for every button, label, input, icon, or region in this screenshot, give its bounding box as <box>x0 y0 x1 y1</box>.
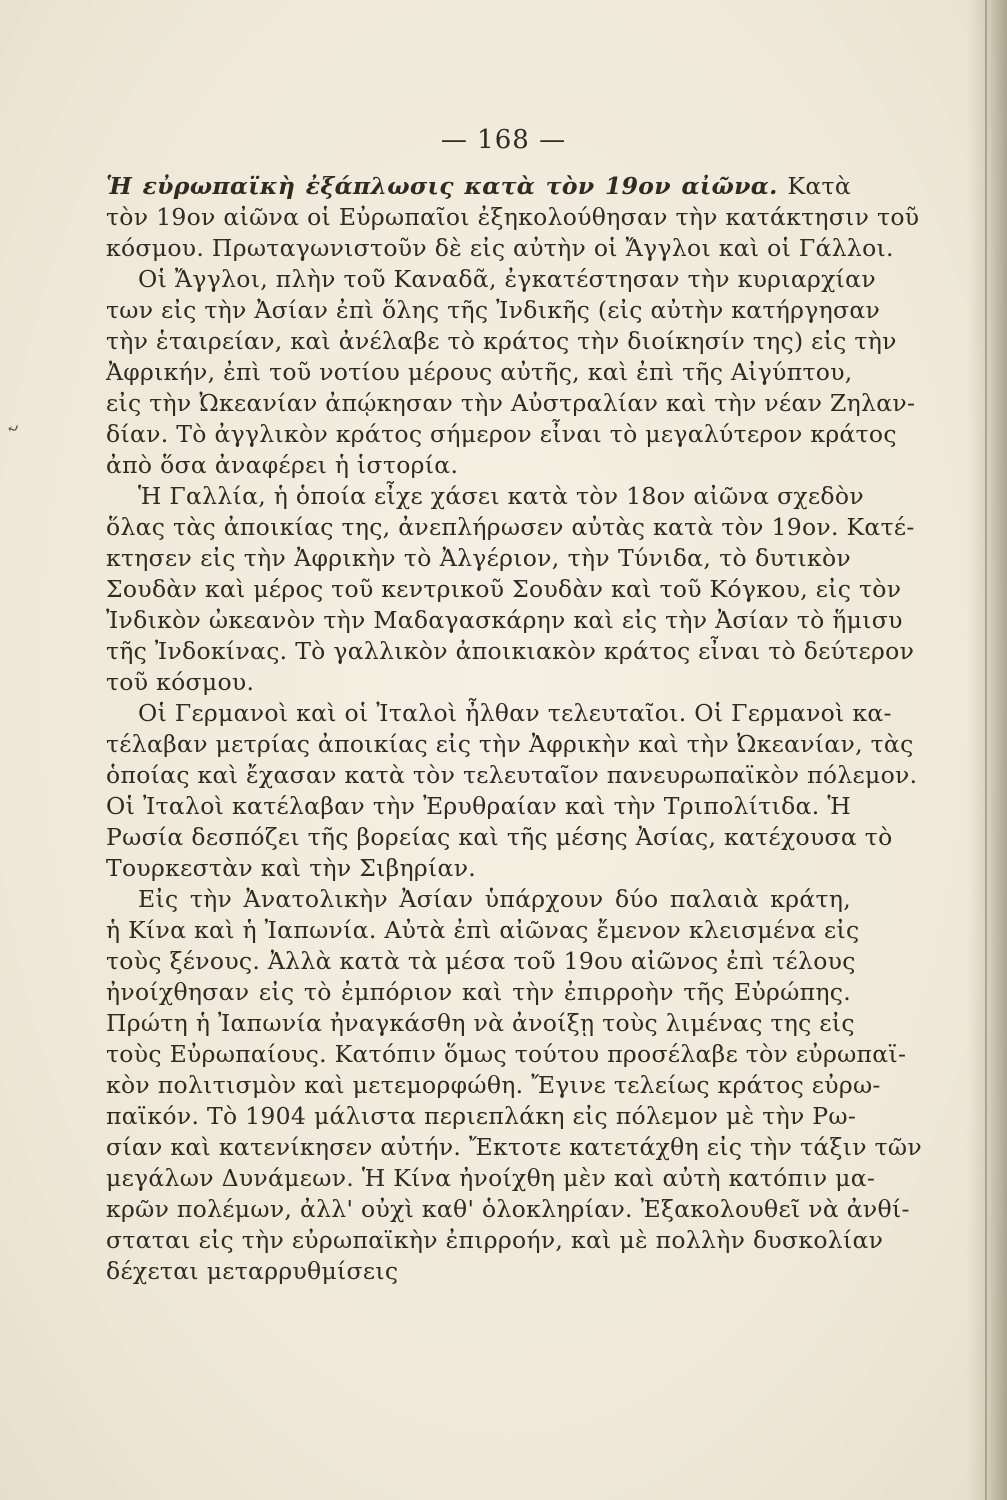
text-line: τῆς Ἰνδοκίνας. Τὸ γαλλικὸν ἀποικιακὸν κράτος εἶναι τὸ δεύτερον <box>106 637 915 665</box>
text-line: Ρωσία δεσπόζει τῆς βορείας καὶ τῆς μέσης Ἀσίας, κατέχουσα τὸ <box>106 823 893 851</box>
page-edge-shadow <box>967 0 1007 1500</box>
text-line: Εἰς τὴν Ἀνατολικὴν Ἀσίαν ὑπάρχουν δύο παλαιὰ κράτη, <box>138 885 851 913</box>
text-line: τὸν 19ον αἰῶνα οἱ Εὐρωπαῖοι ἐξηκολούθησαν τὴν κατάκτησιν τοῦ <box>106 203 920 231</box>
text-line: Ἀφρικήν, ἐπὶ τοῦ νοτίου μέρους αὐτῆς, καὶ ἐπὶ τῆς Αἰγύπτου, <box>106 358 853 386</box>
text-line: δίαν. Τὸ ἀγγλικὸν κράτος σήμερον εἶναι τὸ μεγαλύτερον κράτος <box>106 420 897 448</box>
text-line: Τουρκεστὰν καὶ τὴν Σιβηρίαν. <box>106 854 477 882</box>
text-line-content: Κατὰ <box>787 172 851 200</box>
text-line: κτησεν εἰς τὴν Ἀφρικὴν τὸ Ἀλγέριον, τὴν Τύνιδα, τὸ δυτικὸν <box>106 544 851 572</box>
text-line: τοὺς Εὐρωπαίους. Κατόπιν ὅμως τούτου προσέλαβε τὸν εὐρωπαϊ- <box>106 1040 907 1068</box>
text-line: μεγάλων Δυνάμεων. Ἡ Κίνα ἠνοίχθη μὲν καὶ αὐτὴ κατόπιν μα- <box>106 1164 876 1192</box>
body-text <box>106 171 922 1287</box>
margin-mark: ⤶ <box>3 417 23 440</box>
text-line: δέχεται μεταρρυθμίσεις <box>106 1257 399 1285</box>
text-line: των εἰς τὴν Ἀσίαν ἐπὶ ὅλης τῆς Ἰνδικῆς (εἰς αὐτὴν κατήργησαν <box>106 296 881 324</box>
section-heading: Ἡ εὐρωπαϊκὴ ἐξάπλωσις κατὰ τὸν 19ον αἰῶνα. <box>106 172 778 200</box>
text-line: κόσμου. Πρωταγωνιστοῦν δὲ εἰς αὐτὴν οἱ Ἄγγλοι καὶ οἱ Γάλλοι. <box>106 234 894 262</box>
text-line: ἡ Κίνα καὶ ἡ Ἰαπωνία. Αὐτὰ ἐπὶ αἰῶνας ἔμενον κλεισμένα εἰς <box>106 916 860 944</box>
text-line <box>106 171 851 202</box>
text-line: Ἰνδικὸν ὠκεανὸν τὴν Μαδαγασκάρην καὶ εἰς τὴν Ἀσίαν τὸ ἥμισυ <box>106 606 903 634</box>
text-line: σίαν καὶ κατενίκησεν αὐτήν. Ἔκτοτε κατετάχθη εἰς τὴν τάξιν τῶν <box>106 1133 922 1161</box>
text-line: παϊκόν. Τὸ 1904 μάλιστα περιεπλάκη εἰς πόλεμον μὲ τὴν Ρω- <box>106 1102 857 1130</box>
text-line: κὸν πολιτισμὸν καὶ μετεμορφώθη. Ἔγινε τελείως κράτος εὐρω- <box>106 1071 881 1099</box>
text-line: ἠνοίχθησαν εἰς τὸ ἐμπόριον καὶ τὴν ἐπιρροὴν τῆς Εὐρώπης. <box>106 978 851 1006</box>
text-line: Οἱ Ἰταλοὶ κατέλαβαν τὴν Ἐρυθραίαν καὶ τὴν Τριπολίτιδα. Ἡ <box>106 792 851 820</box>
text-line: ὁποίας καὶ ἔχασαν κατὰ τὸν τελευταῖον πανευρωπαϊκὸν πόλεμον. <box>106 761 918 789</box>
page-number: — 168 — <box>440 125 567 155</box>
text-line: τὴν ἑταιρείαν, καὶ ἀνέλαβε τὸ κράτος τὴν διοίκησίν της) εἰς τὴν <box>106 327 897 355</box>
text-line: ὅλας τὰς ἀποικίας της, ἀνεπλήρωσεν αὐτὰς κατὰ τὸν 19ον. Κατέ- <box>106 513 915 541</box>
text-line: τέλαβαν μετρίας ἀποικίας εἰς τὴν Ἀφρικὴν καὶ τὴν Ὠκεανίαν, τὰς <box>106 730 914 758</box>
text-line: κρῶν πολέμων, ἀλλ' οὐχὶ καθ' ὁλοκληρίαν. Ἐξακολουθεῖ νὰ ἀνθί- <box>106 1195 910 1223</box>
text-line: ἀπὸ ὅσα ἀναφέρει ἡ ἱστορία. <box>106 451 459 479</box>
text-line: σταται εἰς τὴν εὐρωπαϊκὴν ἐπιρροήν, καὶ μὲ πολλὴν δυσκολίαν <box>106 1226 884 1254</box>
text-line: Ἡ Γαλλία, ἡ ὁποία εἶχε χάσει κατὰ τὸν 18ον αἰῶνα σχεδὸν <box>138 482 864 510</box>
text-line: τοὺς ξένους. Ἀλλὰ κατὰ τὰ μέσα τοῦ 19ου αἰῶνος ἐπὶ τέλους <box>106 947 856 975</box>
page-edge-rule <box>985 0 987 1500</box>
text-line: Οἱ Γερμανοὶ καὶ οἱ Ἰταλοὶ ἦλθαν τελευταῖοι. Οἱ Γερμανοὶ κα- <box>138 699 892 727</box>
text-line: Οἱ Ἄγγλοι, πλὴν τοῦ Καναδᾶ, ἐγκατέστησαν τὴν κυριαρχίαν <box>138 265 876 293</box>
text-line: εἰς τὴν Ὠκεανίαν ἀπῴκησαν τὴν Αὐστραλίαν καὶ τὴν νέαν Ζηλαν- <box>106 389 916 417</box>
text-line: τοῦ κόσμου. <box>106 668 255 696</box>
text-line: Σουδὰν καὶ μέρος τοῦ κεντρικοῦ Σουδὰν καὶ τοῦ Κόγκου, εἰς τὸν <box>106 575 902 603</box>
text-line: Πρώτη ἡ Ἰαπωνία ἠναγκάσθη νὰ ἀνοίξῃ τοὺς λιμένας της εἰς <box>106 1009 855 1037</box>
